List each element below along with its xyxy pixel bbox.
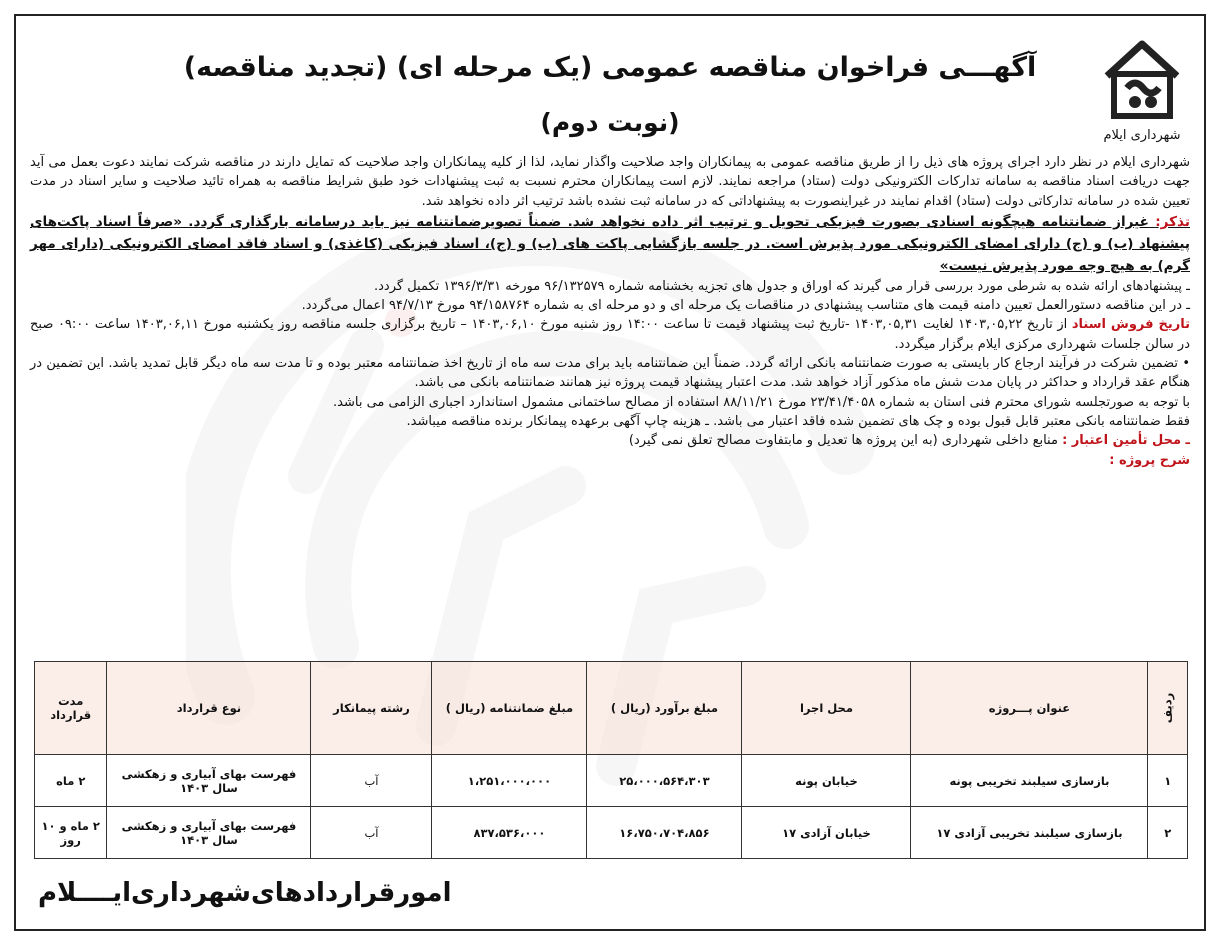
funding-label: ـ محل تأمین اعتبار : bbox=[1062, 433, 1190, 449]
projects-table bbox=[34, 661, 1188, 859]
page-title: آگهـــی فراخوان مناقصه عمومی (یک مرحله ای) (تجدید مناقصه) bbox=[183, 52, 1037, 83]
cell-contract-duration: ۲ ماه bbox=[35, 755, 107, 807]
funding-text: منابع داخلی شهرداری (به این پروژه ها تعدیل و مابتفاوت مصالح تعلق نمی گیرد) bbox=[628, 433, 1058, 449]
cell-contract-type: فهرست بهای آبیاری و زهکشی سال ۱۴۰۳ bbox=[107, 755, 311, 807]
header-estimate: مبلغ برآورد (ریال ) bbox=[587, 662, 742, 755]
guarantee-paragraph: • تضمین شرکت در فرآیند ارجاع کار بایستی به صورت ضمانتنامه بانکی ارائه گردد. ضمناً این ضمانتنامه باید برای مدت سه ماه از تاریخ اخذ ضمانتنامه معتبر بوده و تا مدت سه ماه دیگر قابل تمدید باشد. این تضمین در هنگام عقد قرارداد و حداکثر در پایان مدت شش ماه مذکور آزاد خواهد شد. مدت اعتبار پیشنهاد قیمت پروژه نیز همانند ضمانتنامه بانکی می باشد. bbox=[30, 356, 1190, 391]
cell-estimate: ۱۶،۷۵۰،۷۰۴،۸۵۶ bbox=[587, 807, 742, 859]
municipality-logo bbox=[1094, 36, 1190, 146]
funding-paragraph bbox=[30, 431, 1190, 450]
sale-text: از تاریخ ۱۴۰۳,۰۵,۲۲ لغایت ۱۴۰۳,۰۵,۳۱ -تاریخ ثبت پیشنهاد قیمت تا ساعت ۱۴:۰۰ روز شنبه مورخ ۱۴۰۳,۰۶,۱۰ – تاریخ برگزاری جلسه مناقصه روز یکشنبه مورخ ۱۴۰۳,۰۶,۱۱ ساعت ۰۹:۰۰ صبح در سالن جلسات شهرداری مرکزی ایلام برگزار میگردد. bbox=[30, 317, 1190, 352]
ilam-municipality-emblem-icon bbox=[1099, 36, 1185, 122]
cell-project-title: بازسازی سیلبند تخریبی آزادی ۱۷ bbox=[911, 807, 1148, 859]
council-paragraph: با توجه به صورتجلسه شورای محترم فنی استان به شماره ۲۳/۴۱/۴۰۵۸ مورخ ۸۸/۱۱/۲۱ استفاده از مصالح ساختمانی مشمول استاندارد اجباری الزامی می باشد. bbox=[333, 394, 1190, 410]
sale-dates-paragraph bbox=[30, 315, 1190, 354]
cell-row-number: ۲ bbox=[1148, 807, 1188, 859]
cheques-paragraph: فقط ضمانتنامه بانکی معتبر قابل قبول بوده و چک های تضمین شده فاقد اعتبار می باشد. ـ هزینه چاپ آگهی برعهده پیمانکار برنده مناقصه میباشد. bbox=[406, 413, 1190, 429]
cell-guarantee-amount: ۸۳۷،۵۳۶،۰۰۰ bbox=[432, 807, 587, 859]
cell-location: خیابان آزادی ۱۷ bbox=[742, 807, 911, 859]
cell-contract-type: فهرست بهای آبیاری و زهکشی سال ۱۴۰۳ bbox=[107, 807, 311, 859]
footer-signature: امورقراردادهای‌شهرداری‌ایــــلام bbox=[38, 878, 452, 908]
table-row bbox=[35, 807, 1188, 859]
header-row-number: ردیف bbox=[1148, 662, 1188, 755]
reminder-text: غیراز ضمانتنامه هیچگونه اسنادی بصورت فیزیکی تحویل و ترتیب اثر داده نخواهد شد. ضمناً تصویرضمانتنامه نیز باید درسامانه بارگذاری گردد. «صرفاً اسناد پاکت‌های پیشنهاد (ب) و (ج) دارای امضای الکترونیکی مورد پذیرش است. در جلسه بازگشایی پاکت های (ب) و (ج)، اسناد فیزیکی (کاغذی) و اسناد فاقد امضای الکترونیکی (دارای مهر گرم) به هیچ وجه مورد پذیرش نیست» bbox=[30, 213, 1190, 274]
notice-body bbox=[30, 153, 1190, 470]
table-header-row bbox=[35, 662, 1188, 755]
cell-project-title: بازسازی سیلبند تخریبی پونه bbox=[911, 755, 1148, 807]
sale-label: تاریخ فروش اسناد bbox=[1071, 317, 1191, 333]
header-contractor-field: رشته پیمانکار bbox=[311, 662, 432, 755]
cell-guarantee-amount: ۱،۲۵۱،۰۰۰،۰۰۰ bbox=[432, 755, 587, 807]
cell-location: خیابان پونه bbox=[742, 755, 911, 807]
intro-paragraph: شهرداری ایلام در نظر دارد اجرای پروژه های ذیل را از طریق مناقصه عمومی به پیمانکاران واجد صلاحیت واگذار نماید، لذا از کلیه پیمانکاران واجد صلاحیت که تمایل دارند در مناقصه شرکت نمایند دعوت بعمل می آید جهت دریافت اسناد مناقصه به سامانه تدارکات الکترونیکی دولت (ستاد) مراجعه نمایند. لازم است پیمانکاران محترم نسبت به ثبت پیشنهادات خود طبق شرایط مناقصه به همراه تائید صلاحیت و سایر اسناد در مدت تعیین شده در سامانه تدارکاتی دولت (ستاد) اقدام نمایند در غیراینصورت به پیشنهاداتی که در سامانه ثبت نشده باشد ترتیب اثر داده نخواهد شد. bbox=[30, 155, 1190, 209]
header-contract-type: نوع قرارداد bbox=[107, 662, 311, 755]
header-contract-duration: مدت قرارداد bbox=[35, 662, 107, 755]
page-subtitle: (نوبت دوم) bbox=[540, 108, 680, 137]
cell-contractor-field: آب bbox=[311, 755, 432, 807]
cell-estimate: ۲۵،۰۰۰،۵۶۴،۳۰۳ bbox=[587, 755, 742, 807]
project-heading: شرح پروژه : bbox=[1109, 452, 1190, 468]
notice-page bbox=[14, 14, 1206, 931]
reminder-paragraph bbox=[30, 211, 1190, 277]
header-guarantee-amount: مبلغ ضمانتنامه (ریال ) bbox=[432, 662, 587, 755]
logo-caption: شهرداری ایلام bbox=[1103, 128, 1181, 143]
note-analysis-tables: ـ پیشنهادهای ارائه شده به شرطی مورد بررسی قرار می گیرند که اوراق و جدول های تجزیه بخشنامه شماره ۹۶/۱۳۲۵۷۹ مورخه ۱۳۹۶/۳/۳۱ تکمیل گردد. bbox=[374, 278, 1190, 294]
reminder-label: تذکر: bbox=[1155, 213, 1190, 230]
table-row bbox=[35, 755, 1188, 807]
cell-row-number: ۱ bbox=[1148, 755, 1188, 807]
note-price-range: ـ در این مناقصه دستورالعمل تعیین دامنه قیمت های متناسب پیشنهادی در مناقصات یک مرحله ای و دو مرحله ای به شماره ۹۴/۱۵۸۷۶۴ مورخ ۹۴/۷/۱۳ اعمال می‌گردد. bbox=[301, 298, 1190, 314]
header-project-title: عنوان پـــروژه bbox=[911, 662, 1148, 755]
header-location: محل اجرا bbox=[742, 662, 911, 755]
cell-contractor-field: آب bbox=[311, 807, 432, 859]
cell-contract-duration: ۲ ماه و ۱۰ روز bbox=[35, 807, 107, 859]
